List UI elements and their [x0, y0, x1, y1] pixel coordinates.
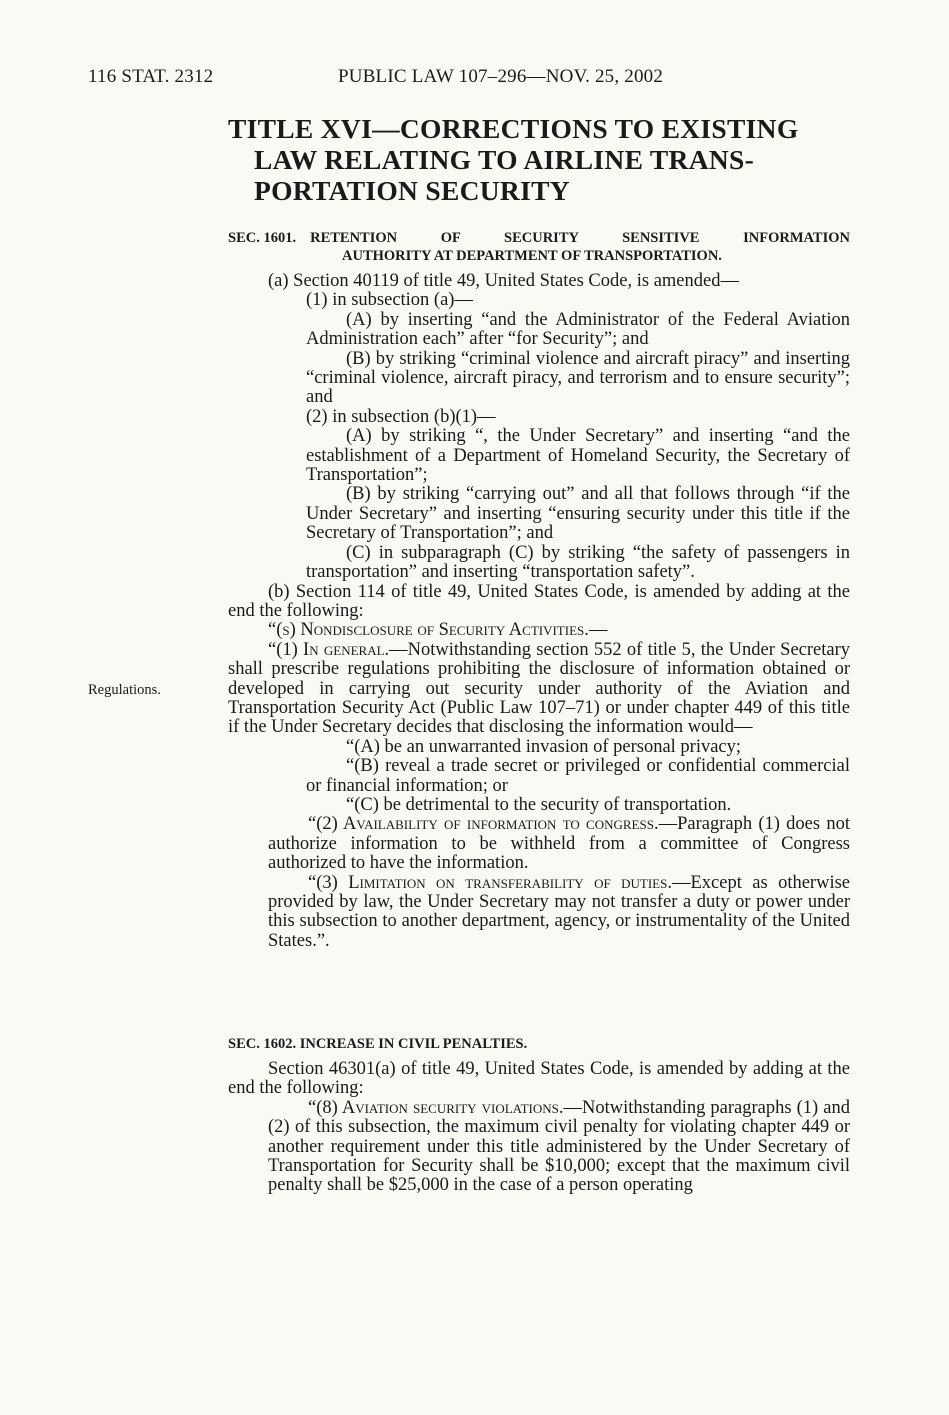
section-1601-title-1: RETENTION OF SECURITY SENSITIVE INFORMATION	[310, 230, 850, 246]
margin-note-regulations: Regulations.	[88, 682, 161, 698]
title-line-1: TITLE XVI—CORRECTIONS TO EXISTING	[228, 113, 799, 144]
paragraph-s2	[228, 815, 850, 873]
paragraph-s2-lead: “(2) Availability of information to congress.	[308, 814, 659, 835]
paragraph-a1: (1) in subsection (a)—	[306, 290, 473, 311]
clause-s1C: “(C) be detrimental to the security of transportation.	[346, 794, 732, 815]
subsection-b-intro: (b) Section 114 of title 49, United States Code, is amended by adding at the end the following:	[228, 581, 850, 621]
paragraph-s1-lead: “(1) In general.	[268, 639, 390, 660]
paragraph-s1	[188, 641, 850, 738]
subsection-s-heading-text: “(s) Nondisclosure of Security Activities.—	[268, 620, 608, 641]
section-1602-heading	[228, 1035, 850, 1053]
clause-s1B: “(B) reveal a trade secret or privileged or confidential commercial or financial information; or	[306, 756, 850, 796]
clause-a2A: (A) by striking “, the Under Secretary” and inserting “and the establishment of a Department of Homeland Security, the Secretary of Transportation”;	[306, 426, 850, 486]
section-1601-label: SEC. 1601.	[228, 230, 297, 246]
paragraph-8-text: —Notwithstanding paragraphs (1) and (2) of this subsection, the maximum civil penalty for violating chapter 449 or another requirement under this title administered by the Under Secretary of Transportation for Security shall be $10,000; except that the maximum civil penalty shall be $25,000 in the case of a person operating	[268, 1097, 850, 1196]
title-heading	[228, 113, 858, 206]
section-1602-label: SEC. 1602.	[228, 1036, 297, 1052]
clause-a1A: (A) by inserting “and the Administrator of the Federal Aviation Administration each” after “for Security”; and	[306, 309, 850, 350]
paragraph-8	[228, 1099, 850, 1196]
subsection-a-intro: (a) Section 40119 of title 49, United States Code, is amended—	[268, 271, 739, 291]
title-line-2: LAW RELATING TO AIRLINE TRANS-	[254, 144, 755, 175]
paragraph-s3-text: —Except as otherwise provided by law, the Under Secretary may not transfer a duty or power under this subsection to another department, agency, or instrumentality of the United States.”.	[268, 872, 850, 951]
title-line-3: PORTATION SECURITY	[254, 175, 570, 206]
stat-reference: 116 STAT. 2312	[88, 66, 214, 87]
subsection-s-heading	[228, 621, 850, 640]
clause-a2B: (B) by striking “carrying out” and all that follows through “if the Under Secretary” and inserting “ensuring security under this title if the Secretary of Transportation”; and	[306, 484, 850, 544]
paragraph-s3	[228, 874, 850, 952]
paragraph-s2-text: —Paragraph (1) does not authorize information to be withheld from a committee of Congress authorized to have the information.	[268, 814, 850, 874]
section-1601-heading	[228, 229, 850, 265]
paragraph-a2: (2) in subsection (b)(1)—	[306, 406, 496, 427]
section-1602-title: INCREASE IN CIVIL PENALTIES.	[299, 1036, 528, 1052]
section-1601-heading-line-1	[228, 229, 850, 247]
section-1601-body	[228, 272, 850, 951]
section-1602-body	[228, 1060, 850, 1196]
public-law-reference: PUBLIC LAW 107–296—NOV. 25, 2002	[338, 66, 664, 87]
paragraph-s3-lead: “(3) Limitation on transferability of duties.	[308, 872, 672, 893]
section-1602-intro: Section 46301(a) of title 49, United States Code, is amended by adding at the end the following:	[228, 1059, 850, 1099]
paragraph-8-lead: “(8) Aviation security violations.	[308, 1097, 564, 1118]
clause-a1B: (B) by striking “criminal violence and aircraft piracy” and inserting “criminal violence, aircraft piracy, and terrorism and to ensure security”; and	[306, 348, 850, 408]
section-1601-title-2: AUTHORITY AT DEPARTMENT OF TRANSPORTATION.	[342, 248, 722, 264]
paragraph-s1-text: —Notwithstanding section 552 of title 5, the Under Secretary shall prescribe regulations prohibiting the disclosure of information obtained or developed in carrying out security under authority of the Aviation and Transportation Security Act (Public Law 107–71) or under chapter 449 of this title if the Under Secretary decides that disclosing the information would—	[228, 639, 850, 738]
clause-s1A: “(A) be an unwarranted invasion of personal privacy;	[346, 736, 742, 757]
clause-a2C: (C) in subparagraph (C) by striking “the safety of passengers in transportation” and inserting “transportation safety”.	[306, 542, 850, 583]
